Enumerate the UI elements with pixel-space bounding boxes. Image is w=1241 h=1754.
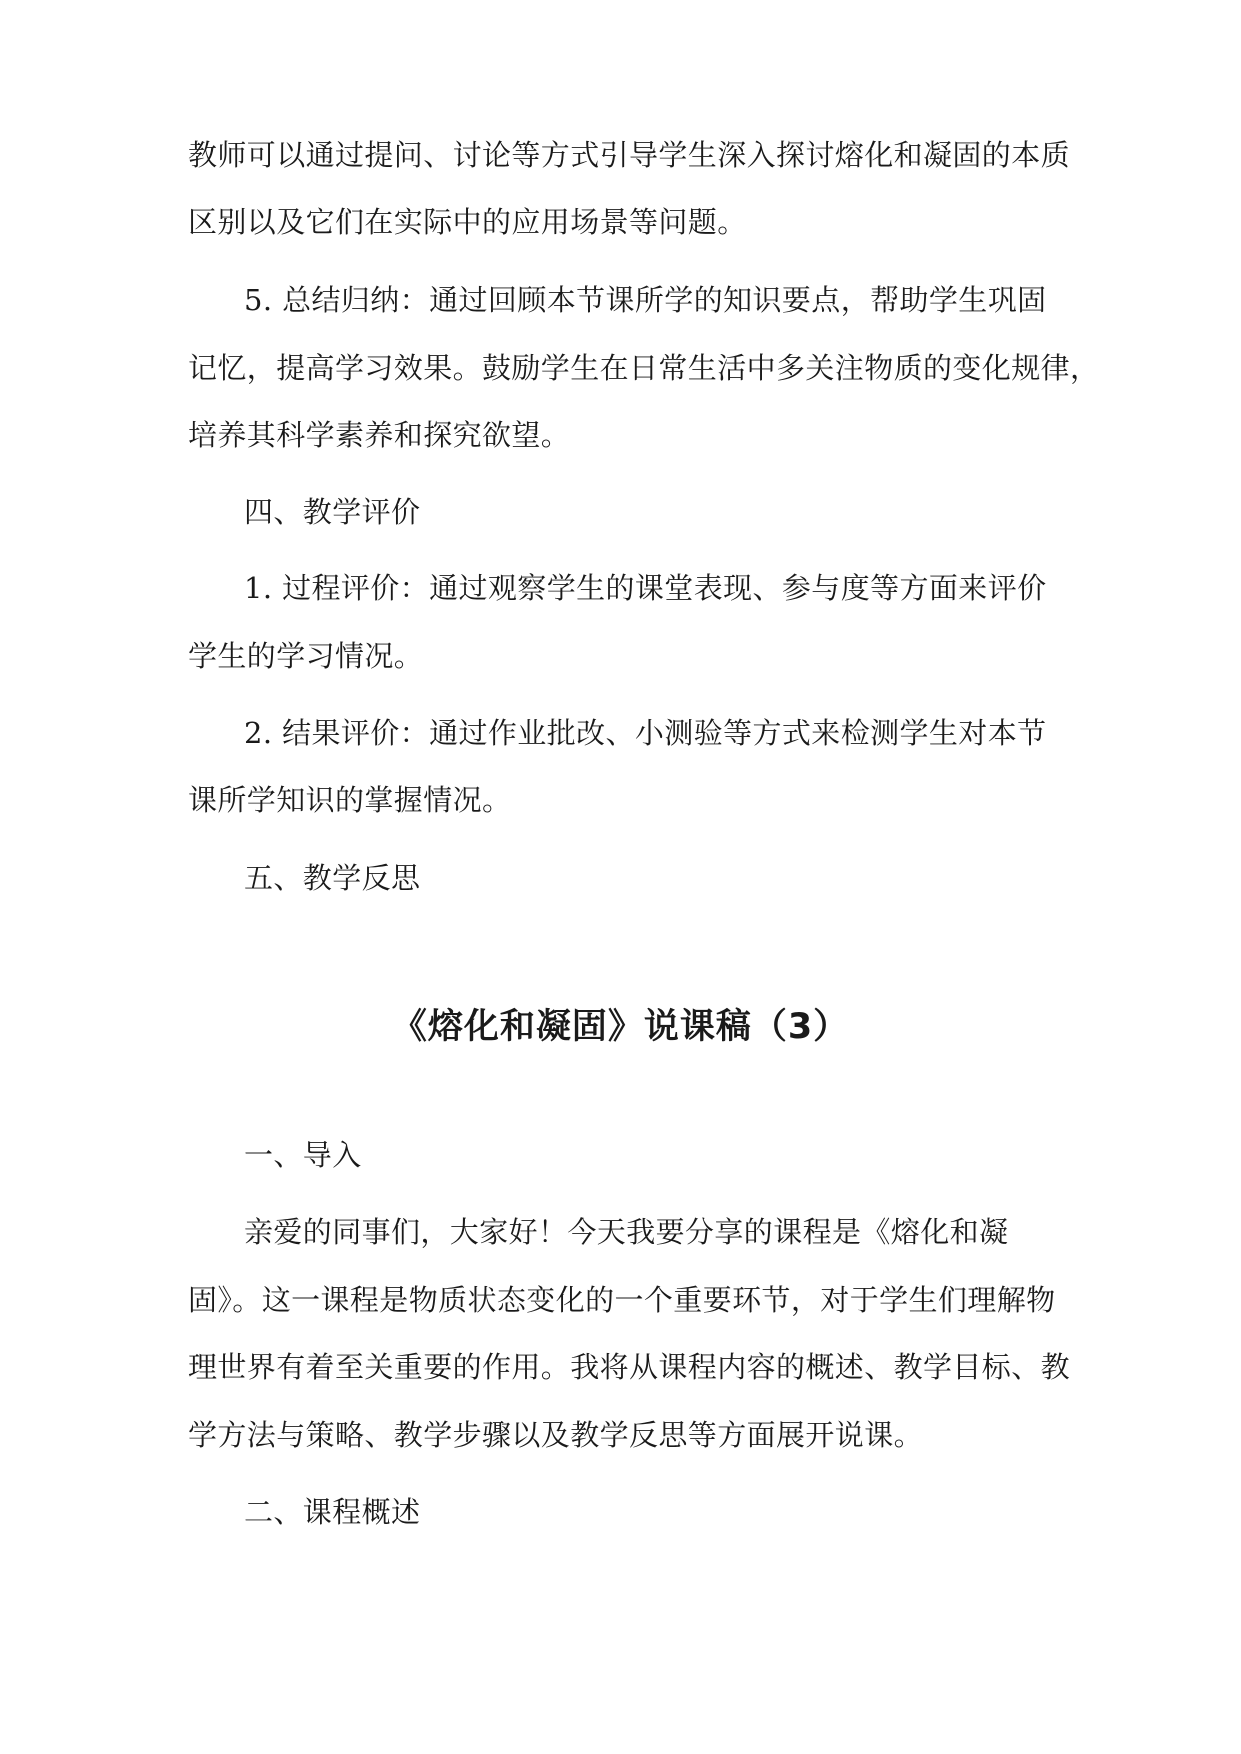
list-item-2-line: 2. 结果评价：通过作业批改、小测验等方式来检测学生对本节 — [244, 716, 1047, 750]
section-heading-evaluation: 四、教学评价 — [244, 495, 421, 529]
paragraph-line: 固》。这一课程是物质状态变化的一个重要环节，对于学生们理解物 — [188, 1283, 1056, 1317]
list-item-1-line: 1. 过程评价：通过观察学生的课堂表现、参与度等方面来评价 — [244, 571, 1047, 605]
section-heading-intro: 一、导入 — [244, 1138, 362, 1172]
section-heading-reflection: 五、教学反思 — [244, 861, 421, 895]
paragraph-line: 记忆，提高学习效果。鼓励学生在日常生活中多关注物质的变化规律， — [188, 351, 1100, 385]
paragraph-line: 亲爱的同事们，大家好！今天我要分享的课程是《熔化和凝 — [244, 1215, 1009, 1249]
paragraph-line: 培养其科学素养和探究欲望。 — [188, 418, 571, 452]
paragraph-line: 理世界有着至关重要的作用。我将从课程内容的概述、教学目标、教 — [188, 1350, 1071, 1384]
paragraph-line: 区别以及它们在实际中的应用场景等问题。 — [188, 205, 747, 239]
paragraph-line: 学方法与策略、教学步骤以及教学反思等方面展开说课。 — [188, 1418, 924, 1452]
list-item-5-line: 5. 总结归纳：通过回顾本节课所学的知识要点，帮助学生巩固 — [244, 283, 1047, 317]
document-title: 《熔化和凝固》说课稿（3） — [391, 1007, 850, 1047]
section-heading-overview: 二、课程概述 — [244, 1495, 421, 1529]
paragraph-line: 学生的学习情况。 — [188, 639, 424, 673]
paragraph-line: 教师可以通过提问、讨论等方式引导学生深入探讨熔化和凝固的本质 — [188, 138, 1071, 172]
paragraph-line: 课所学知识的掌握情况。 — [188, 783, 512, 817]
